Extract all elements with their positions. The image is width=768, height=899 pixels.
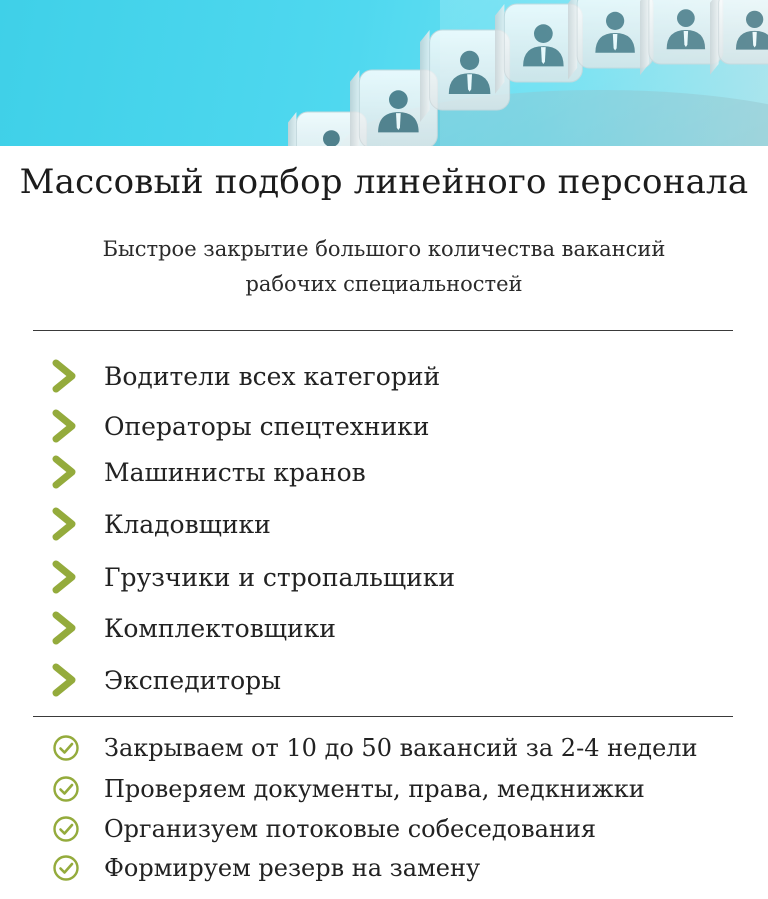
chevron-right-icon bbox=[52, 663, 80, 697]
position-label: Водители всех категорий bbox=[104, 361, 441, 391]
position-item bbox=[52, 557, 455, 597]
check-circle-icon bbox=[52, 775, 80, 803]
benefit-label: Проверяем документы, права, медкнижки bbox=[104, 775, 645, 803]
position-label: Экспедиторы bbox=[104, 665, 282, 695]
chevron-right-icon bbox=[52, 611, 80, 645]
position-label: Операторы спецтехники bbox=[104, 411, 430, 441]
chevron-right-icon bbox=[52, 560, 80, 594]
benefit-label: Закрываем от 10 до 50 вакансий за 2-4 недели bbox=[104, 734, 698, 762]
people-cubes-illustration bbox=[0, 0, 768, 146]
benefit-label: Организуем потоковые собеседования bbox=[104, 815, 597, 843]
position-item bbox=[52, 504, 271, 544]
page-subtitle bbox=[0, 232, 768, 302]
position-label: Машинисты кранов bbox=[104, 457, 366, 487]
check-circle-icon bbox=[52, 815, 80, 843]
check-circle-icon bbox=[52, 854, 80, 882]
page-title: Массовый подбор линейного персонала bbox=[19, 162, 749, 202]
benefit-item bbox=[52, 812, 596, 846]
position-item bbox=[52, 608, 336, 648]
position-item bbox=[52, 356, 440, 396]
subtitle-line-1: Быстрое закрытие большого количества вакансий bbox=[102, 237, 666, 261]
position-label: Комплектовщики bbox=[104, 613, 336, 643]
position-item bbox=[52, 452, 366, 492]
hero-banner bbox=[0, 0, 768, 146]
divider-top bbox=[33, 330, 733, 331]
check-circle-icon bbox=[52, 734, 80, 762]
position-item bbox=[52, 660, 281, 700]
chevron-right-icon bbox=[52, 455, 80, 489]
position-label: Грузчики и стропальщики bbox=[104, 562, 456, 592]
chevron-right-icon bbox=[52, 359, 80, 393]
benefit-item bbox=[52, 772, 645, 806]
chevron-right-icon bbox=[52, 409, 80, 443]
position-label: Кладовщики bbox=[104, 509, 271, 539]
benefit-item bbox=[52, 851, 480, 885]
benefit-label: Формируем резерв на замену bbox=[104, 854, 481, 882]
subtitle-line-2: рабочих специальностей bbox=[245, 272, 523, 296]
position-item bbox=[52, 406, 429, 446]
divider-bottom bbox=[33, 716, 733, 717]
chevron-right-icon bbox=[52, 507, 80, 541]
benefit-item bbox=[52, 731, 698, 765]
